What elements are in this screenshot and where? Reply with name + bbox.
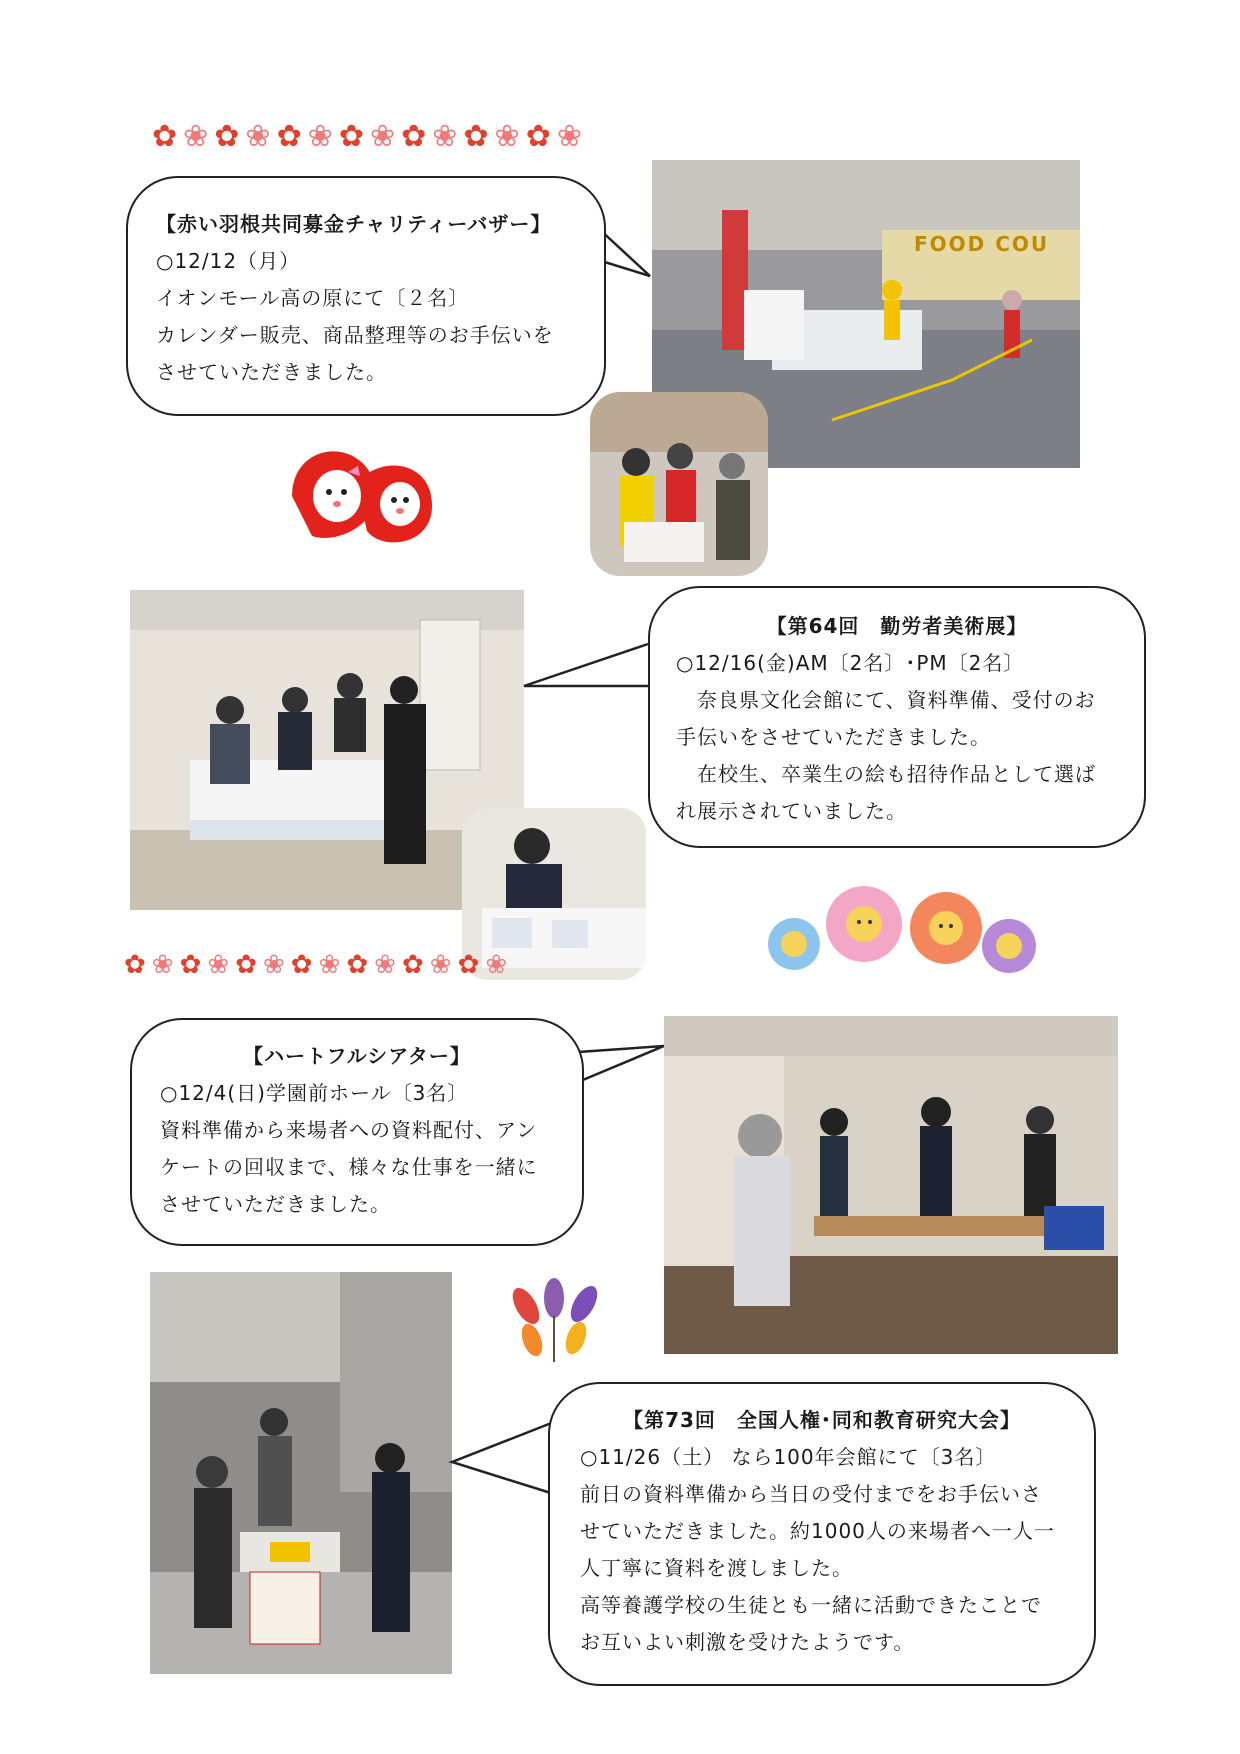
bubble-line: せていただきました。約1000人の来場者へ一人一 [580,1519,1055,1543]
bubble-line: 手伝いをさせていただきました。 [676,725,991,749]
photo-bazaar-counter [590,392,768,576]
bubble-pointer [520,640,650,710]
bubble-line: 在校生、卒業生の絵も招待作品として選ば [676,762,1096,786]
flower-border-top [152,119,582,154]
bubble-pointer [448,1420,556,1500]
bubble-line: 奈良県文化会館にて、資料準備、受付のお [676,688,1096,712]
flower-icon: ✿ [290,950,313,980]
flower-icon: ❀ [245,119,271,154]
flower-icon: ✿ [463,119,489,154]
flower-icon: ✿ [179,950,202,980]
flower-icon: ✿ [124,950,146,980]
flower-icon: ❀ [183,119,209,154]
flower-icon: ❀ [374,950,396,980]
bubble-title: 【赤い羽根共同募金チャリティーバザー】 [156,212,552,236]
bubble-line: ○11/26（土） なら100年会館にて〔3名〕 [580,1445,997,1469]
flower-icon: ❀ [556,119,582,154]
bubble-line: ○12/12（月） [156,249,301,273]
flower-border-middle [124,952,507,978]
bubble-title: 【第73回 全国人権･同和教育研究大会】 [623,1408,1021,1432]
bubble-pointer [578,1042,668,1092]
bubble-line: させていただきました。 [160,1192,391,1216]
bubble-line: させていただきました。 [156,360,387,384]
flower-icon: ✿ [338,119,364,154]
bubble-line: イオンモール高の原にて〔２名〕 [156,286,470,310]
red-feather-mascot-icon [282,436,442,556]
bubble-line: 高等養護学校の生徒とも一緒に活動できたことで [580,1593,1042,1617]
flower-icon: ❀ [369,119,396,154]
bubble-title: 【第64回 勤労者美術展】 [766,614,1028,638]
flower-icon: ✿ [235,950,257,980]
flower-icon: ✿ [525,119,551,154]
bubble-heartful-theater [130,1018,584,1246]
bubble-line: ○12/4(日)学園前ホール〔3名〕 [160,1081,469,1105]
bubble-line: カレンダー販売、商品整理等のお手伝いを [156,323,554,347]
bubble-line: ○12/16(金)AM〔2名〕･PM〔2名〕 [676,651,1025,675]
flower-icon: ❀ [485,950,508,980]
bubble-line: れ展示されていました。 [676,799,907,823]
flower-icon: ✿ [346,950,369,980]
photo-theater-hall-materials [664,1016,1118,1354]
flower-icon: ❀ [262,950,285,980]
flower-icon: ✿ [276,119,302,154]
flower-icon: ❀ [318,950,341,980]
bubble-charity-bazaar [126,176,606,416]
flower-icon: ❀ [494,119,520,154]
food-court-sign: FOOD COU [914,232,1050,256]
bubble-line: 資料準備から来場者への資料配付、アン [160,1118,538,1142]
flower-icon: ✿ [401,950,424,980]
flower-icon: ✿ [152,119,178,154]
bubble-line: 前日の資料準備から当日の受付までをお手伝いさ [580,1482,1042,1506]
bubble-art-exhibition [648,586,1146,848]
bubble-line: ケートの回収まで、様々な仕事を一緒に [160,1155,538,1179]
autumn-leaves-icon [506,1276,612,1364]
flower-icon: ❀ [207,950,230,980]
flower-icon: ✿ [214,119,240,154]
smiling-flowers-icon [754,884,1054,984]
photo-education-conference-reception [150,1272,452,1674]
flower-icon: ❀ [432,119,458,154]
flower-icon: ✿ [457,950,480,980]
bubble-title: 【ハートフルシアター】 [243,1044,471,1068]
flower-icon: ❀ [307,119,333,154]
flower-icon: ❀ [151,950,174,980]
flower-icon: ❀ [429,950,452,980]
bubble-line: 人丁寧に資料を渡しました。 [580,1556,853,1580]
flower-icon: ✿ [401,119,427,154]
bubble-education-conference [548,1382,1096,1686]
bubble-line: お互いよい刺激を受けたようです。 [580,1630,915,1654]
